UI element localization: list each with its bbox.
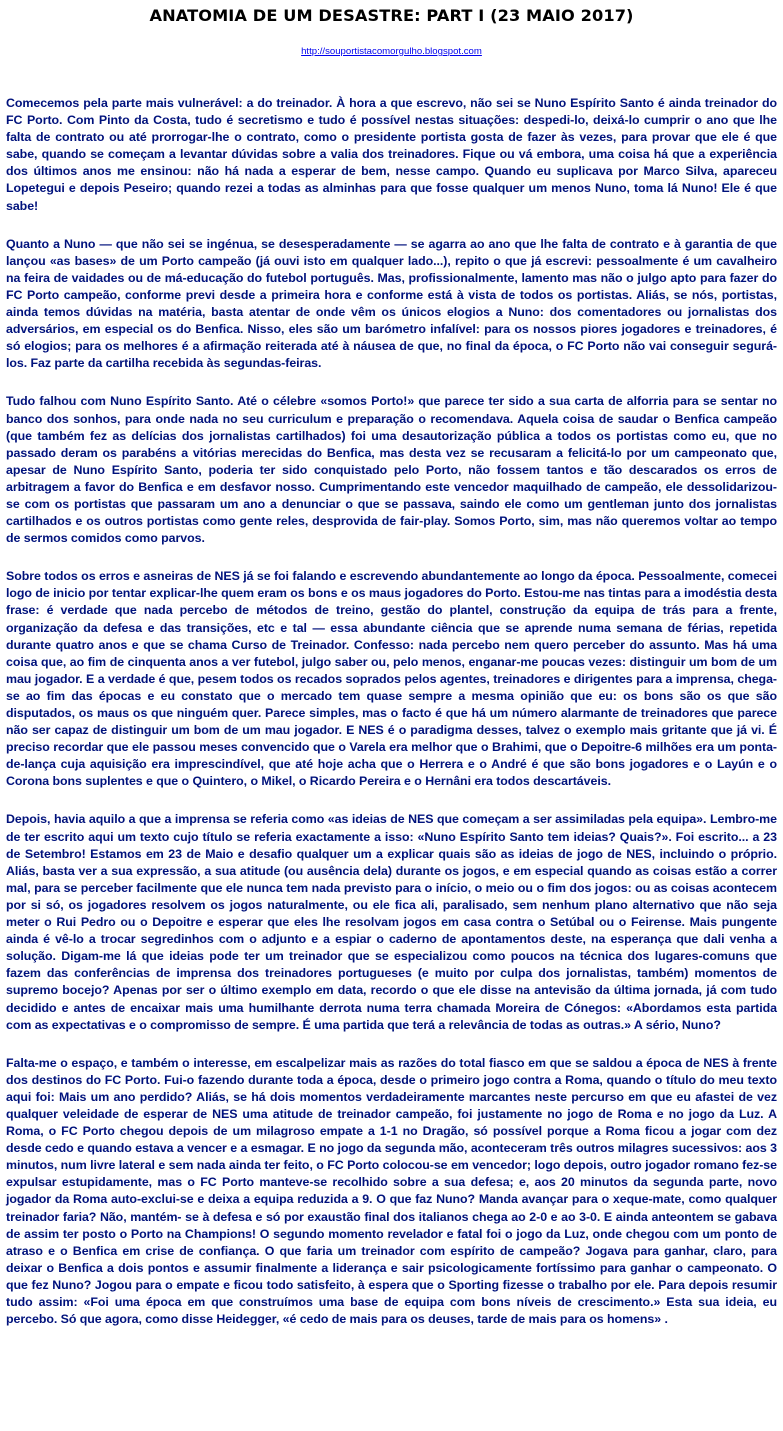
blog-link-container [6, 43, 777, 55]
paragraph-3: Tudo falhou com Nuno Espírito Santo. Até o célebre «somos Porto!» que parece ter sido a sua carta de alforria para se sentar no banco dos sonhos, para onde nada no seu curriculum e preparação o recomendava. Aquela coisa de saudar o Benfica campeão (que também fez as delícias dos jornalistas cartilhados) foi uma desautorização pública a todos os portistas como eu, que no passado deram os parabéns a vitórias merecidas do Benfica, mas desta vez se recusaram a felicitá-lo por um campeonato que, apesar de Nuno Espírito Santo, poderia ter sido conquistado pelo Porto, não fossem tantos e tão descarados os erros de arbitragem a favor do Benfica e em desfavor nosso. Cumprimentando este vencedor maquilhado de campeão, ele dessolidarizou-se com os portistas que passaram um ano a denunciar o que se passava, saindo ele como um gentleman junto dos jornalistas cartilhados e os outros portistas como gente reles, desprovida de fair-play. Somos Porto, sim, mas não queremos voltar ao tempo de sermos comidos como parvos. [6, 394, 777, 546]
document-title: ANATOMIA DE UM DESASTRE: PART I (23 MAIO 2017) [149, 6, 634, 25]
article-body [6, 95, 777, 1328]
paragraph-1: Comecemos pela parte mais vulnerável: a do treinador. À hora a que escrevo, não sei se Nuno Espírito Santo é ainda treinador do FC Porto. Com Pinto da Costa, tudo é secretismo e tudo é possível nestas situações: despedi-lo, deixá-lo cumprir o ano que lhe falta de contrato ou até prorrogar-lhe o contrato, como o presidente portista gosta de fazer às vezes, para provar que ele é que sabe, quando se começam a levantar dúvidas sobre a valia dos treinadores. Fique ou vá embora, uma coisa há que a experiência dos últimos anos me ensinou: não há nada a esperar de bem, nesse campo. Quando eu suplicava por Marco Silva, apareceu Lopetegui e depois Peseiro; quando rezei a todas as alminhas para que fosse qualquer um menos Nuno, toma lá Nuno! Ele é que sabe! [6, 96, 777, 213]
paragraph-5: Depois, havia aquilo a que a imprensa se referia como «as ideias de NES que começam a ser assimiladas pela equipa». Lembro-me de ter escrito aqui um texto cujo título se referia exactamente a isso: «Nuno Espírito Santo tem ideias? Quais?». Foi escrito... a 23 de Setembro! Estamos em 23 de Maio e desafio qualquer um a explicar quais são as ideias de jogo de NES, incluindo o próprio. Aliás, basta ver a sua expressão, a sua atitude (ou ausência dela) durante os jogos, e em especial quando as coisas estão a correr mal, para se perceber facilmente que ele nunca tem nada previsto para o início, o meio ou o fim dos jogos: ou as coisas acontecem por si só, os jogadores resolvem os jogos naturalmente, ou ele fica ali, paralisado, sem nenhum plano alternativo que não seja meter o Rui Pedro ou o Depoitre e esperar que eles lhe resolvam jogos em casa contra o Setúbal ou o Feirense. Mais pungente ainda é vê-lo a trocar segredinhos com o adjunto e a espiar o caderno de apontamentos deste, na esperança que dali venha a solução. Digam-me lá que ideias pode ter um treinador que se especializou como poucos na técnica dos lugares-comuns que fazem das conferências de imprensa dos treinadores portugueses (e muito por culpa dos jornalistas, também) momentos de supremo bocejo? Apenas por ser o último exemplo em data, recordo o que ele disse na antevisão da última jornada, já com tudo decidido e antes de encaixar mais uma humilhante derrota numa terra chamada Moreira de Cónegos: «Abordamos esta partida com as expectativas e o compromisso de sempre. É uma partida que terá a relevância de todas as outras.» A sério, Nuno? [6, 812, 777, 1032]
paragraph-2: Quanto a Nuno — que não sei se ingénua, se desesperadamente — se agarra ao ano que lhe falta de contrato e à garantia de que lançou «as bases» de um Porto campeão (já ouvi isto em qualquer lado...), repito o que já escrevi: pessoalmente é um cavalheiro na feira de vaidades ou de má-educação do futebol português. Mas, profissionalmente, lamento mas não o julgo apto para fazer do FC Porto campeão, conforme previ desde a primeira hora e conforme está à vista de todos os portistas. Aliás, se nós, portistas, ainda temos dúvidas na matéria, basta atentar de onde vêm os únicos elogios a Nuno: dos comentadores ou jornalistas dos adversários, em especial os do Benfica. Nisso, eles são um barómetro infalível: para os nossos piores jogadores e treinadores, é só elogios; para os melhores é a afirmação reiterada até à náusea de que, no final da época, o FC Porto não vai conseguir segurá-los. Faz parte da cartilha recebida às segundas-feiras. [6, 236, 777, 371]
blog-link[interactable]: http://souportistacomorgulho.blogspot.com [301, 46, 482, 57]
paragraph-4: Sobre todos os erros e asneiras de NES já se foi falando e escrevendo abundantemente ao longo da época. Pessoalmente, comecei logo de inicio por tentar explicar-lhe quem eram os bons e os maus jogadores do Porto. Estou-me nas tintas para a imodéstia desta frase: é verdade que nada percebo de métodos de treino, gestão do plantel, construção da equipa de trás para a frente, organização da defesa e das transições, etc e tal — essa abundante ciência que se aprende numa semana de férias, repetida durante quatro anos e que se chama Curso de Treinador. Confesso: nada percebo nem quero perceber do assunto. Mas há uma coisa que, ao fim de cinquenta anos a ver futebol, julgo saber ou, pelo menos, enganar-me poucas vezes: distinguir um bom de um mau jogador. E a verdade é que, pesem todos os recados soprados pelos agentes, treinadores e dirigentes para a imprensa, chega-se ao fim das épocas e eu constato que o mercado tem quase sempre a mesma opinião que eu: os bons são os que são disputados, os maus os que ninguém quer. Parece simples, mas o facto é que há um número alarmante de treinadores que parece não ser capaz de distinguir um bom de um mau jogador. E NES é o paradigma desses, talvez o exemplo mais gritante que já vi. É preciso recordar que ele passou meses convencido que o Varela era melhor que o Brahimi, que o Depoitre-6 milhões era um ponta-de-lança cuja aquisição era imprescindível, que até hoje acha que o Herrera e o André é que são bons jogadores e o Layún e o Corona bons suplentes e que o Quintero, o Mikel, o Ricardo Pereira e o Hernâni era todos descartáveis. [6, 569, 777, 789]
paragraph-6: Falta-me o espaço, e também o interesse, em escalpelizar mais as razões do total fiasco em que se saldou a época de NES à frente dos destinos do FC Porto. Fui-o fazendo durante toda a época, desde o primeiro jogo contra a Roma, quando o título do meu texto aqui foi: Mais um ano perdido? Aliás, se há dois momentos verdadeiramente marcantes neste percurso em que eu afastei de vez qualquer veleidade de esperar de NES uma atitude de treinador campeão, foi justamente no jogo de Roma e no jogo da Luz. A Roma, o FC Porto chegou depois de um milagroso empate a 1-1 no Dragão, só possível porque a Roma ficou a jogar com dez desde cedo e quando estava a vencer e a esmagar. E no jogo da segunda mão, aconteceram três outros milagres sucessivos: aos 3 minutos, num livre lateral e sem nada ainda ter feito, o FC Porto colocou-se em vencedor; logo depois, outro jogador romano fez-se expulsar estupidamente, mas o FC Porto manteve-se recolhido sobre a sua defesa; e, aos 20 minutos da segunda parte, novo jogador da Roma auto-exclui-se e deixa a equipa reduzida a 9. O que faz Nuno? Manda avançar para o xeque-mate, como qualquer treinador faria? Não, mantém- se à defesa e só por exaustão final dos italianos chega ao 2-0 e ao 3-0. E ainda anteontem se gabava de assim ter posto o Porto na Champions! O segundo momento revelador e fatal foi o jogo da Luz, onde chegou com um ponto de atraso e o Benfica em crise de confiança. O que faria um treinador com espírito de campeão? Jogava para ganhar, claro, para deixar o Benfica a dois pontos e assumir finalmente a liderança e sair psicologicamente fortíssimo para ganhar o campeonato. O que fez Nuno? Jogou para o empate e ficou todo satisfeito, à espera que o Sporting fizesse o trabalho por ele. Para depois resumir tudo assim: «Foi uma época em que construímos uma base de equipa com bons níveis de crescimento.» Esta sua ideia, eu percebo. Só que agora, como disse Heidegger, «é cedo de mais para os deuses, tarde de mais para os homens» . [6, 1055, 777, 1327]
